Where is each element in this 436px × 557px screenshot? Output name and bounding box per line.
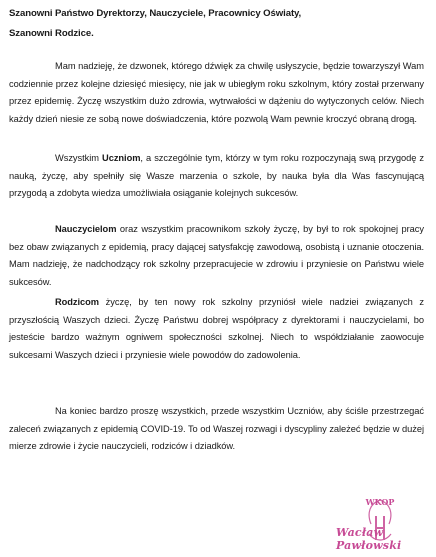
- signature: Wacław Pawłowski: [336, 526, 402, 552]
- students-bold: Uczniom: [102, 153, 141, 163]
- paragraph-covid-request: Na koniec bardzo proszę wszystkich, przede wszystkim Uczniów, aby ściśle przestrzegać zaleceń związanych z epidemią COVID-19. To od Waszej rozwagi i dyscypliny zależeć będzie w dużej mierze zdrowie i życie nauczycieli, rodziców i dziadków.: [9, 406, 424, 452]
- salutation-line-1: Szanowni Państwo Dyrektorzy, Nauczyciele, Pracownicy Oświaty,: [9, 8, 302, 19]
- parents-bold: Rodzicom: [55, 297, 100, 307]
- seal-text: WKOP: [365, 497, 395, 507]
- salutation: [9, 4, 301, 44]
- students-rest: , a szczególnie tym, którzy w tym roku rozpoczynają swą przygodę z nauką, życzę, aby spełniły się Wasze marzenia o szkole, by nauka była dla Was fascynującą przygodą a zdobyta wiedza umożliwiała osiąganie kolejnych sukcesów.: [9, 153, 424, 199]
- teachers-bold: Nauczycielom: [55, 224, 117, 234]
- teachers-rest: oraz wszystkim pracownikom szkoły życzę, by był to rok spokojnej pracy bez obaw związanych z epidemią, pracy dającej satysfakcję zawodową, osobistą i uznanie otoczenia. Mam nadzieję, że nadchodzący rok szkolny przepracujecie w zdrowiu i przyniesie on Państwu wiele sukcesów.: [9, 224, 424, 287]
- paragraph-wishes: Mam nadzieję, że dzwonek, którego dźwięk za chwilę usłyszycie, będzie towarzyszył Wam codziennie przez kolejne dziesięć miesięcy, nie jak w ubiegłym roku szkolnym, który został przerwany przez epidemię. Życzę wszystkim dużo zdrowia, wytrwałości w dążeniu do wytyczonych celów. Niech każdy dzień niesie ze sobą nowe doświadczenia, które pozwolą Wam pewnie kroczyć obraną drogą.: [9, 61, 424, 124]
- paragraph-teachers: [9, 221, 424, 291]
- paragraph-students: [9, 150, 424, 203]
- students-lead: Wszystkim: [55, 153, 99, 163]
- paragraph-parents: [9, 294, 424, 364]
- parents-rest: życzę, by ten nowy rok szkolny przyniósł wiele nadziei związanych z przyszłością Waszych dzieci. Życzę Państwu dobrej współpracy z dyrektorami i nauczycielami, bo jesteście bardzo ważnym ogniwem społeczności szkolnej. Niech to współdziałanie zaowocuje sukcesami Waszych dzieci i przyniesie wiele powodów do zadowolenia.: [9, 297, 424, 360]
- salutation-line-2: Szanowni Rodzice.: [9, 28, 94, 39]
